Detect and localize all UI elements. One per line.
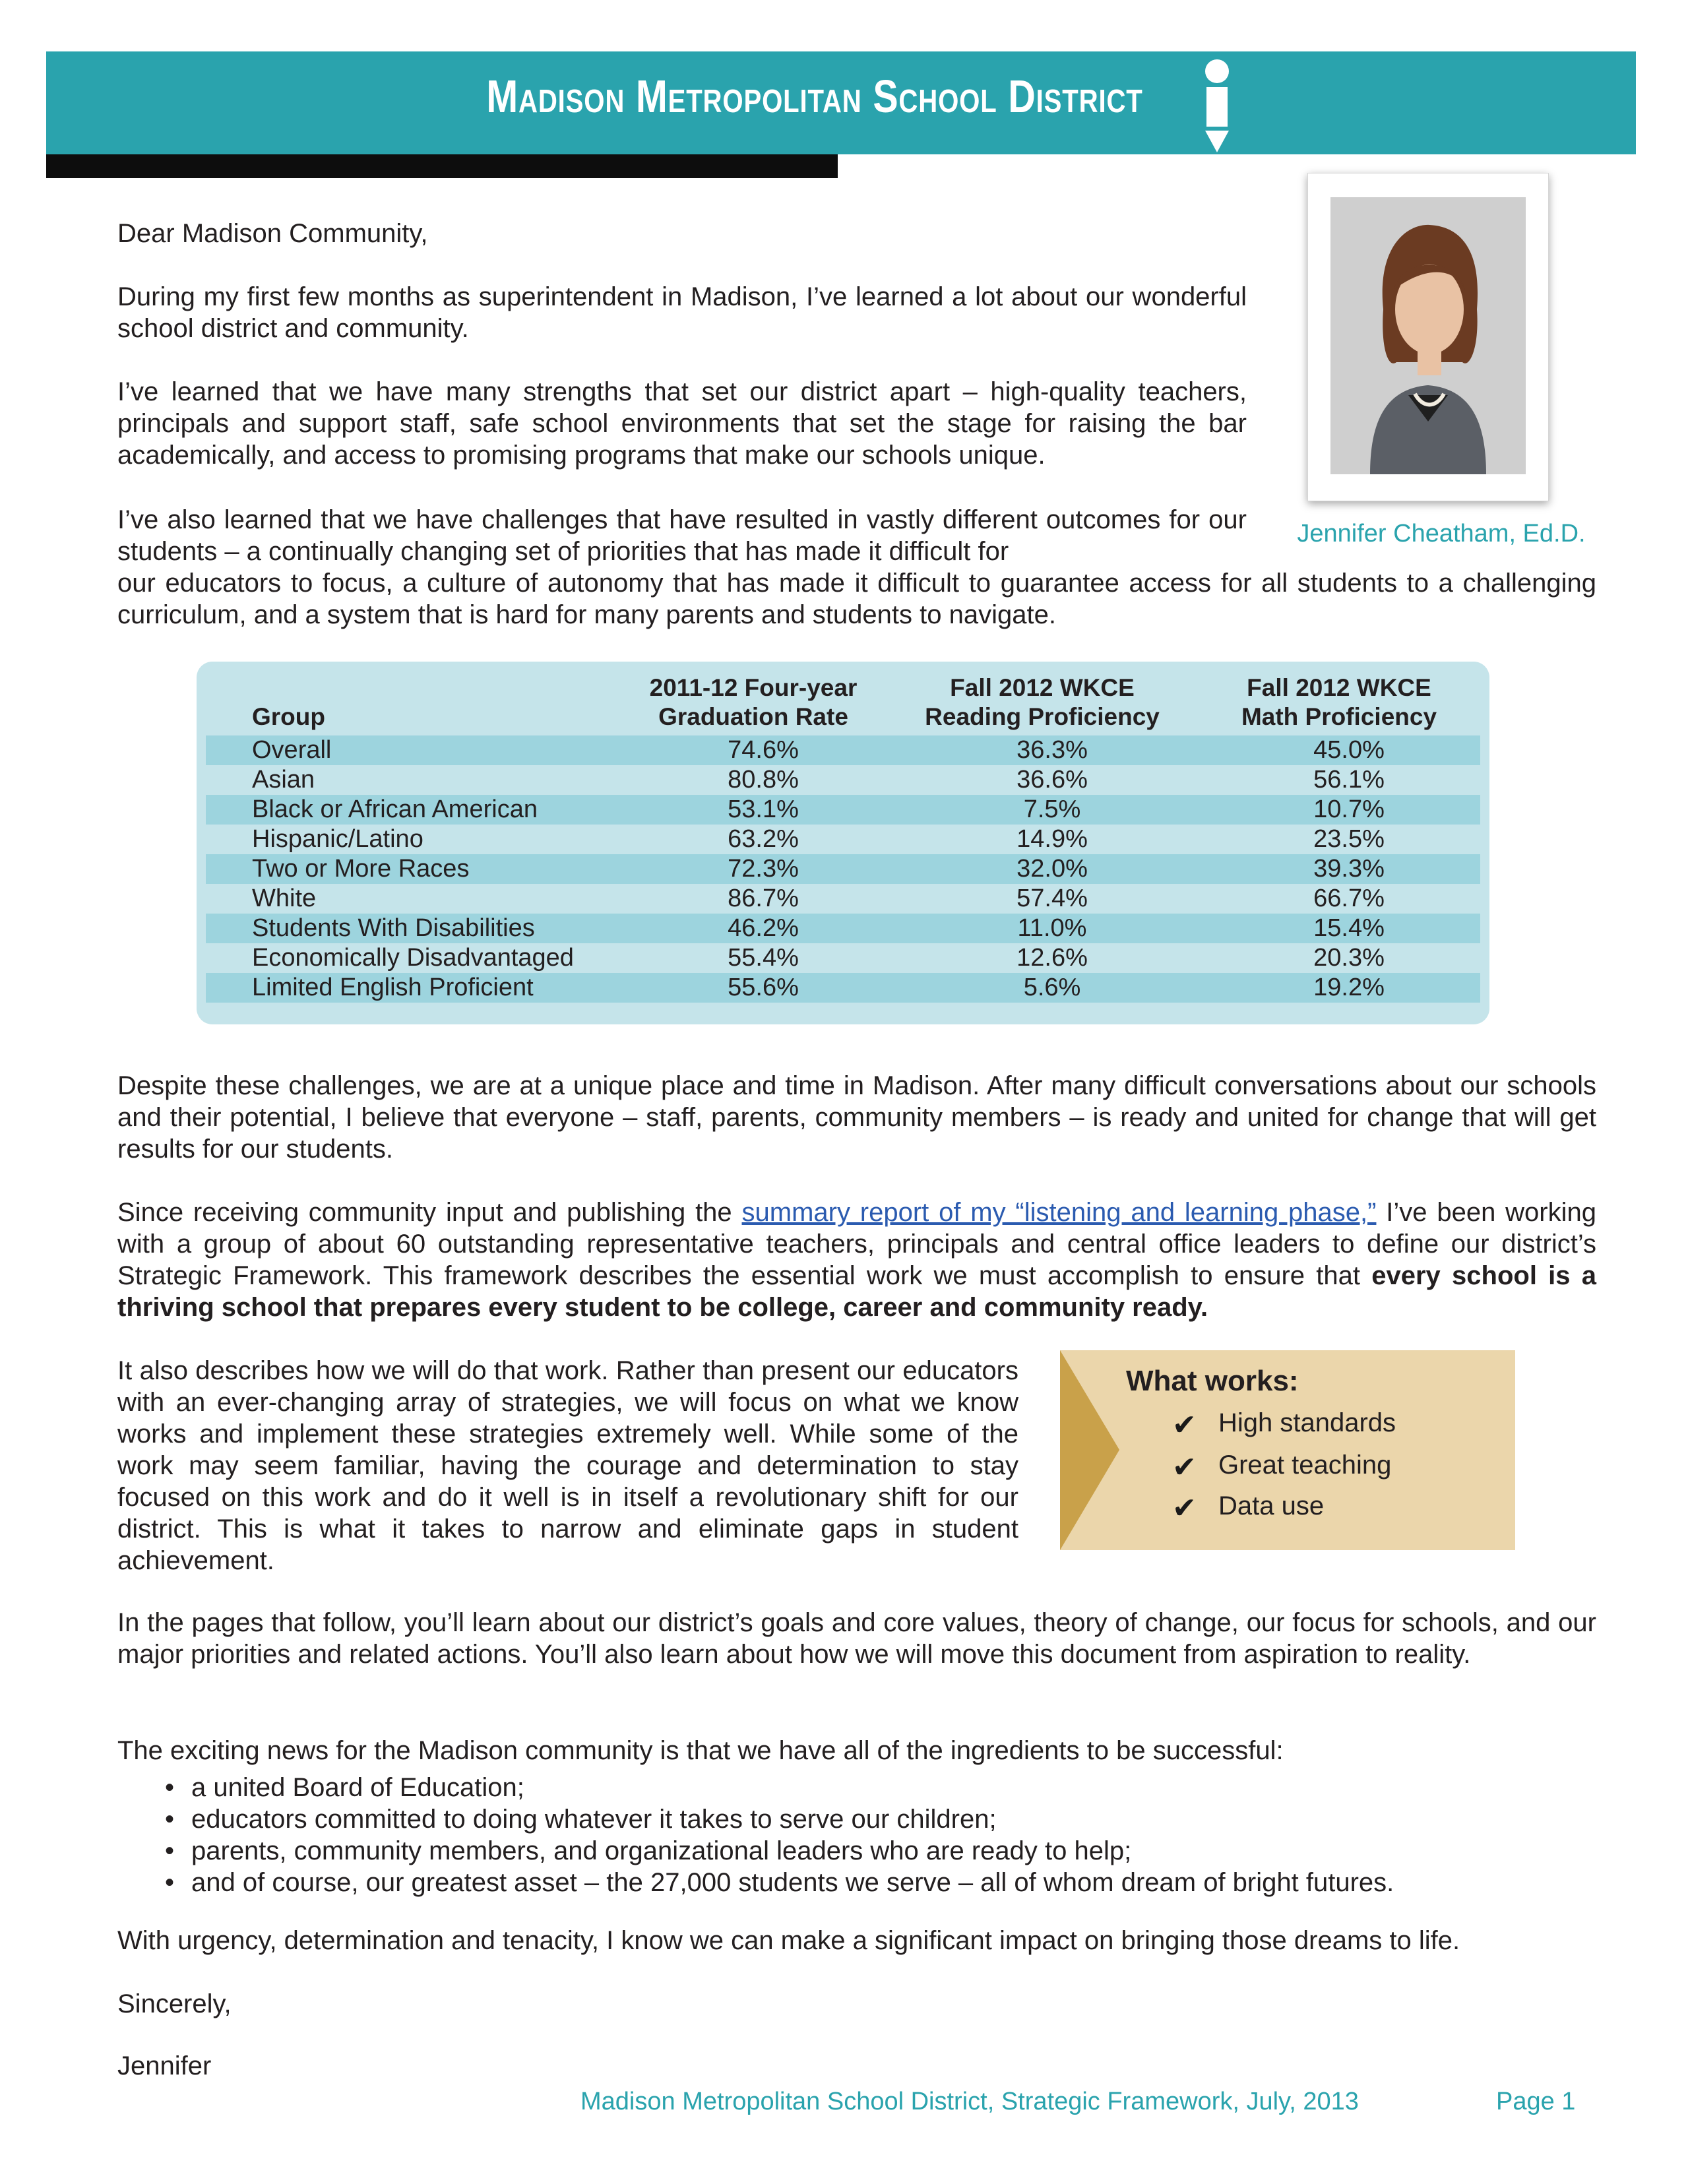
paragraph-5 (117, 1197, 1596, 1323)
what-works-item (1172, 1451, 1392, 1483)
row-group: Students With Disabilities (252, 914, 535, 942)
table-header-math: Fall 2012 WKCE Math Proficiency (1241, 674, 1437, 730)
list-item: • parents, community members, and organizational leaders who are ready to help; (165, 1836, 1132, 1865)
list-item-text: and of course, our greatest asset – the 27,000 students we serve – all of whom dream of bright futures. (191, 1868, 1394, 1897)
table-header-graduation: 2011-12 Four-year Graduation Rate (649, 674, 858, 730)
what-works-item-label: Data use (1218, 1491, 1325, 1520)
summary-report-link[interactable]: summary report of my “listening and learning phase,” (741, 1198, 1377, 1227)
row-reading: 36.6% (1016, 766, 1088, 794)
row-reading: 36.3% (1016, 736, 1088, 764)
row-math: 56.1% (1313, 766, 1385, 794)
paragraph-1: During my first few months as superintendent in Madison, I’ve learned a lot about our wonderful school district and community. (117, 282, 1247, 343)
paragraph-9: With urgency, determination and tenacity, I know we can make a significant impact on bringing those dreams to life. (117, 1926, 1460, 1955)
row-reading: 32.0% (1016, 855, 1088, 883)
row-reading: 12.6% (1016, 944, 1088, 972)
checkmark-icon: ✔ (1172, 1451, 1197, 1483)
row-group: Two or More Races (252, 855, 470, 883)
paragraph-5-body: I’ve been working with a group of about 60 outstanding representative teachers, principals and central office leaders to define our district’s Strategic Framework. This framework describes the essential work we must accomplish to ensure that (117, 1198, 1597, 1290)
paragraph-5-intro: Since receiving community input and publishing the (117, 1198, 742, 1227)
portrait-photo (1330, 197, 1526, 474)
what-works-callout (1060, 1350, 1515, 1550)
row-reading: 57.4% (1016, 885, 1088, 912)
list-item: • educators committed to doing whatever it takes to serve our children; (165, 1805, 997, 1834)
row-graduation: 46.2% (728, 914, 799, 942)
table-row (206, 825, 1480, 854)
what-works-title: What works: (1126, 1365, 1299, 1397)
page-number: Page 1 (1496, 2088, 1576, 2115)
row-graduation: 53.1% (728, 796, 799, 823)
paragraph-4: Despite these challenges, we are at a unique place and time in Madison. After many difficult conversations about our schools and their potential, I believe that everyone – staff, parents, community members – is ready and united for change that will get results for our students. (117, 1071, 1596, 1164)
row-graduation: 55.6% (728, 974, 799, 1001)
row-reading: 14.9% (1016, 825, 1088, 853)
header-banner (46, 51, 1636, 154)
list-item: • a united Board of Education; (165, 1773, 524, 1802)
table-header-group: Group (252, 703, 325, 730)
paragraph-3a: I’ve also learned that we have challenges that have resulted in vastly different outcomes for our students – a continually changing set of priorities that has made it difficult for (117, 505, 1247, 566)
outcomes-table (197, 662, 1489, 1024)
row-group: Limited English Proficient (252, 974, 534, 1001)
portrait-caption: Jennifer Cheatham, Ed.D. (1297, 520, 1586, 547)
row-math: 23.5% (1313, 825, 1385, 853)
paragraph-2: I’ve learned that we have many strengths that set our district apart – high-quality teachers, principals and support staff, safe school environments that set the stage for raising the bar academically, and access to promising programs that make our schools unique. (117, 377, 1247, 470)
district-logo-icon (1197, 57, 1237, 156)
ingredients-list (152, 1772, 1596, 1898)
portrait-frame (1307, 173, 1549, 501)
paragraph-5-emphasis: every school is a thriving school that prepares every student to be college, career and community ready. (117, 1261, 1597, 1322)
district-title: Madison Metropolitan School District (486, 71, 1143, 122)
list-item-text: educators committed to doing whatever it takes to serve our children; (191, 1805, 997, 1834)
what-works-item (1172, 1491, 1325, 1524)
greeting: Dear Madison Community, (117, 219, 428, 248)
row-math: 39.3% (1313, 855, 1385, 883)
table-row (206, 854, 1480, 884)
row-graduation: 63.2% (728, 825, 799, 853)
table-row (206, 795, 1480, 825)
table-row (206, 943, 1480, 973)
callout-arrow-icon (1060, 1350, 1119, 1550)
row-graduation: 86.7% (728, 885, 799, 912)
row-group: Hispanic/Latino (252, 825, 423, 853)
what-works-item-label: High standards (1218, 1408, 1396, 1437)
paragraph-7: In the pages that follow, you’ll learn about our district’s goals and core values, theory of change, our focus for schools, and our major priorities and related actions. You’ll also learn about how we will move this document from aspiration to reality. (117, 1608, 1596, 1669)
closing: Sincerely, (117, 1989, 232, 2018)
table-header-reading: Fall 2012 WKCE Reading Proficiency (925, 674, 1160, 730)
row-reading: 11.0% (1017, 914, 1087, 942)
paragraph-3b: our educators to focus, a culture of autonomy that has made it difficult to guarantee access for all students to a challenging curriculum, and a system that is hard for many parents and students to navigate. (117, 569, 1596, 629)
row-reading: 5.6% (1023, 974, 1081, 1001)
row-group: Economically Disadvantaged (252, 944, 574, 972)
row-reading: 7.5% (1023, 796, 1081, 823)
header-accent-bar (46, 154, 838, 178)
what-works-item-label: Great teaching (1218, 1451, 1392, 1480)
table-row (206, 973, 1480, 1003)
row-group: Black or African American (252, 796, 538, 823)
table-row (206, 765, 1480, 795)
row-graduation: 80.8% (728, 766, 799, 794)
row-graduation: 74.6% (728, 736, 799, 764)
row-graduation: 72.3% (728, 855, 799, 883)
signature: Jennifer (117, 2051, 212, 2080)
row-math: 15.4% (1313, 914, 1385, 942)
row-group: Overall (252, 736, 332, 764)
row-math: 10.7% (1313, 796, 1385, 823)
table-row (206, 884, 1480, 914)
row-math: 66.7% (1313, 885, 1385, 912)
what-works-item (1172, 1408, 1396, 1441)
paragraph-6: It also describes how we will do that work. Rather than present our educators with an ever-changing array of strategies, we will focus on what we know works and implement these strategies extremely well. While some of the work may seem familiar, having the courage and determination to stay focused on this work and do it well is in itself a revolutionary shift for our district. This is what it takes to narrow and eliminate gaps in student achievement. (117, 1356, 1018, 1575)
footer-text: Madison Metropolitan School District, Strategic Framework, July, 2013 (580, 2088, 1359, 2115)
list-item: • and of course, our greatest asset – the 27,000 students we serve – all of whom dream of bright futures. (165, 1868, 1394, 1897)
row-group: White (252, 885, 317, 912)
checkmark-icon: ✔ (1172, 1409, 1197, 1441)
list-item-text: a united Board of Education; (191, 1773, 524, 1802)
paragraph-8: The exciting news for the Madison community is that we have all of the ingredients to be successful: (117, 1736, 1284, 1765)
row-group: Asian (252, 766, 315, 794)
checkmark-icon: ✔ (1172, 1492, 1197, 1524)
row-math: 20.3% (1313, 944, 1385, 972)
table-row (206, 914, 1480, 943)
row-graduation: 55.4% (728, 944, 799, 972)
table-row (206, 735, 1480, 765)
row-math: 19.2% (1313, 974, 1385, 1001)
list-item-text: parents, community members, and organizational leaders who are ready to help; (191, 1836, 1132, 1865)
row-math: 45.0% (1313, 736, 1385, 764)
